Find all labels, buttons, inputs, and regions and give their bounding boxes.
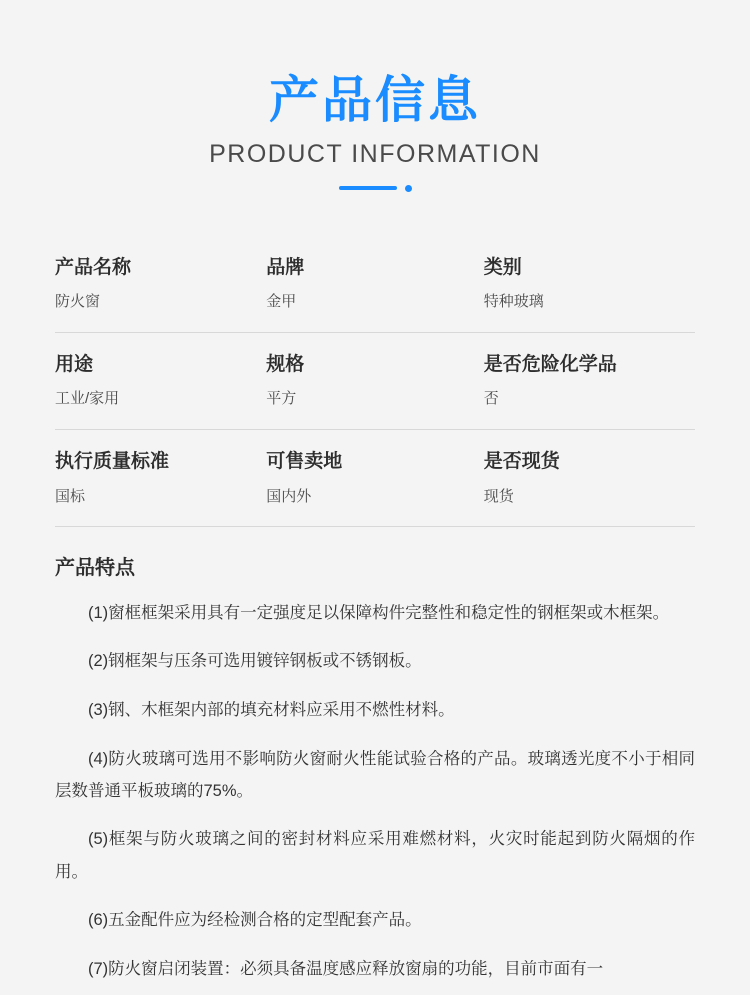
spec-label: 是否危险化学品 [483, 353, 617, 375]
spec-value: 金甲 [266, 293, 297, 311]
page-subtitle: PRODUCT INFORMATION [209, 139, 541, 168]
list-item: (2)钢框架与压条可选用镀锌钢板或不锈钢板。 [88, 652, 422, 671]
page-header [55, 0, 695, 192]
table-row [55, 429, 695, 526]
spec-cell [484, 236, 695, 333]
divider-bar-icon [339, 186, 397, 190]
divider-dot-icon [405, 185, 412, 192]
specification-table [55, 236, 695, 528]
spec-value: 现货 [483, 487, 514, 505]
spec-value: 国标 [55, 487, 86, 505]
spec-cell [484, 332, 695, 429]
table-row [55, 236, 695, 333]
list-item: (5)框架与防火玻璃之间的密封材料应采用难燃材料，火灾时能起到防火隔烟的作用。 [55, 830, 695, 881]
spec-label: 是否现货 [483, 450, 560, 472]
spec-cell [55, 429, 266, 526]
spec-cell [55, 332, 266, 429]
spec-label: 品牌 [266, 256, 305, 278]
page-title: 产品信息 [269, 72, 481, 128]
spec-value: 特种玻璃 [483, 293, 544, 311]
spec-cell [484, 429, 695, 526]
spec-value: 平方 [266, 390, 297, 408]
spec-label: 规格 [266, 353, 305, 375]
spec-cell [55, 236, 266, 333]
list-item: (7)防火窗启闭装置：必须具备温度感应释放窗扇的功能，目前市面有一 [88, 959, 604, 978]
list-item: (1)窗框框架采用具有一定强度足以保障构件完整性和稳定性的钢框架或木框架。 [88, 603, 670, 622]
list-item: (6)五金配件应为经检测合格的定型配套产品。 [88, 911, 422, 930]
spec-cell [266, 236, 484, 333]
features-title: 产品特点 [55, 557, 135, 580]
spec-value: 国内外 [266, 487, 312, 505]
spec-value: 否 [483, 390, 499, 408]
list-item: (3)钢、木框架内部的填充材料应采用不燃性材料。 [88, 700, 455, 719]
table-row [55, 332, 695, 429]
spec-value: 防火窗 [55, 293, 101, 311]
spec-label: 类别 [483, 256, 522, 278]
spec-label: 用途 [55, 353, 94, 375]
list-item: (4)防火玻璃可选用不影响防火窗耐火性能试验合格的产品。玻璃透光度不小于相同层数普通平板玻璃的75%。 [55, 749, 695, 800]
spec-label: 可售卖地 [266, 450, 343, 472]
product-features-section [55, 551, 695, 985]
spec-cell [266, 429, 484, 526]
spec-label: 执行质量标准 [55, 450, 170, 472]
spec-label: 产品名称 [55, 256, 132, 278]
header-divider-decoration [55, 185, 695, 192]
spec-value: 工业/家用 [55, 390, 120, 408]
spec-cell [266, 332, 484, 429]
